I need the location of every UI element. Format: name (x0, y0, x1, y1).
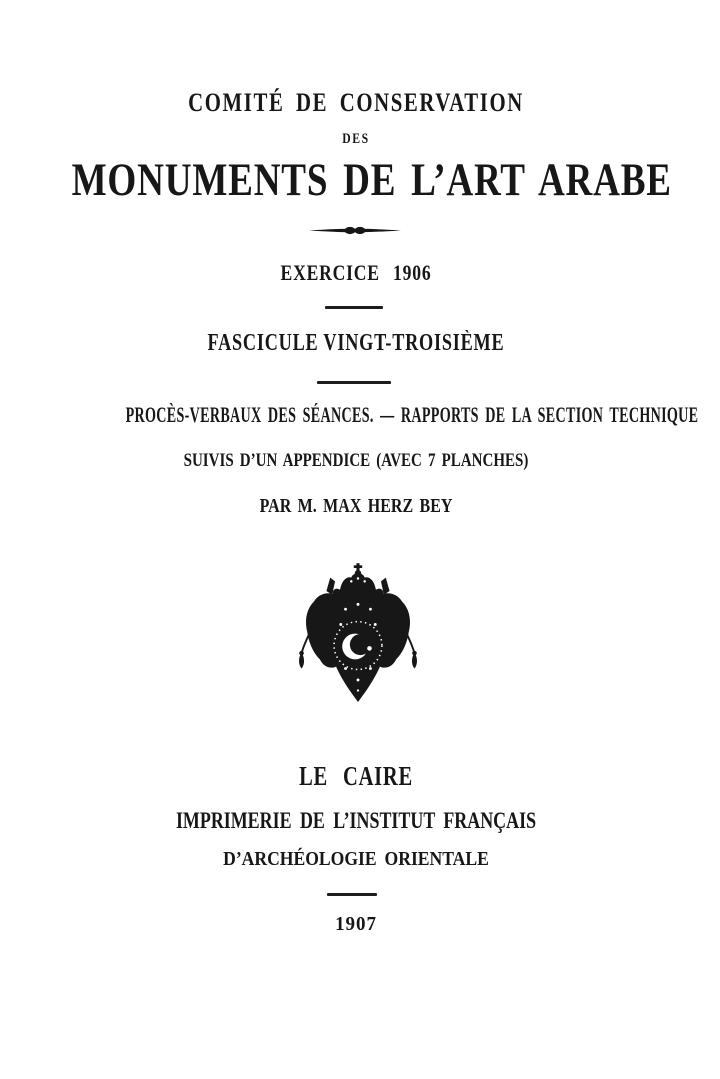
exercice-line: EXERCICE 1906 (280, 260, 432, 285)
committee-line: COMITÉ DE CONSERVATION (188, 88, 524, 117)
imprint-year: 1907 (335, 913, 377, 935)
imprint-city: LE CAIRE (299, 761, 413, 791)
divider-above-year (327, 893, 377, 896)
appendix-line: SUIVIS D’UN APPENDICE (AVEC 7 PLANCHES) (183, 450, 529, 471)
divider-under-fascicule (317, 381, 391, 384)
author-line: PAR M. MAX HERZ BEY (259, 495, 453, 517)
page-title: MONUMENTS DE L’ART ARABE (71, 154, 672, 206)
coat-of-arms-emblem (291, 563, 425, 707)
contents-line: PROCÈS-VERBAUX DES SÉANCES. — RAPPORTS DE LA SECTION TECHNIQUE (125, 402, 699, 427)
fascicule-line: FASCICULE VINGT-TROISIÈME (207, 330, 505, 356)
imprint-publisher-line2: D’ARCHÉOLOGIE ORIENTALE (223, 848, 489, 870)
committee-connector: DES (342, 131, 370, 147)
imprint-publisher-line1: IMPRIMERIE DE L’INSTITUT FRANÇAIS (175, 808, 537, 833)
tapered-rule-ornament (309, 226, 401, 235)
divider-under-exercice (325, 306, 383, 309)
